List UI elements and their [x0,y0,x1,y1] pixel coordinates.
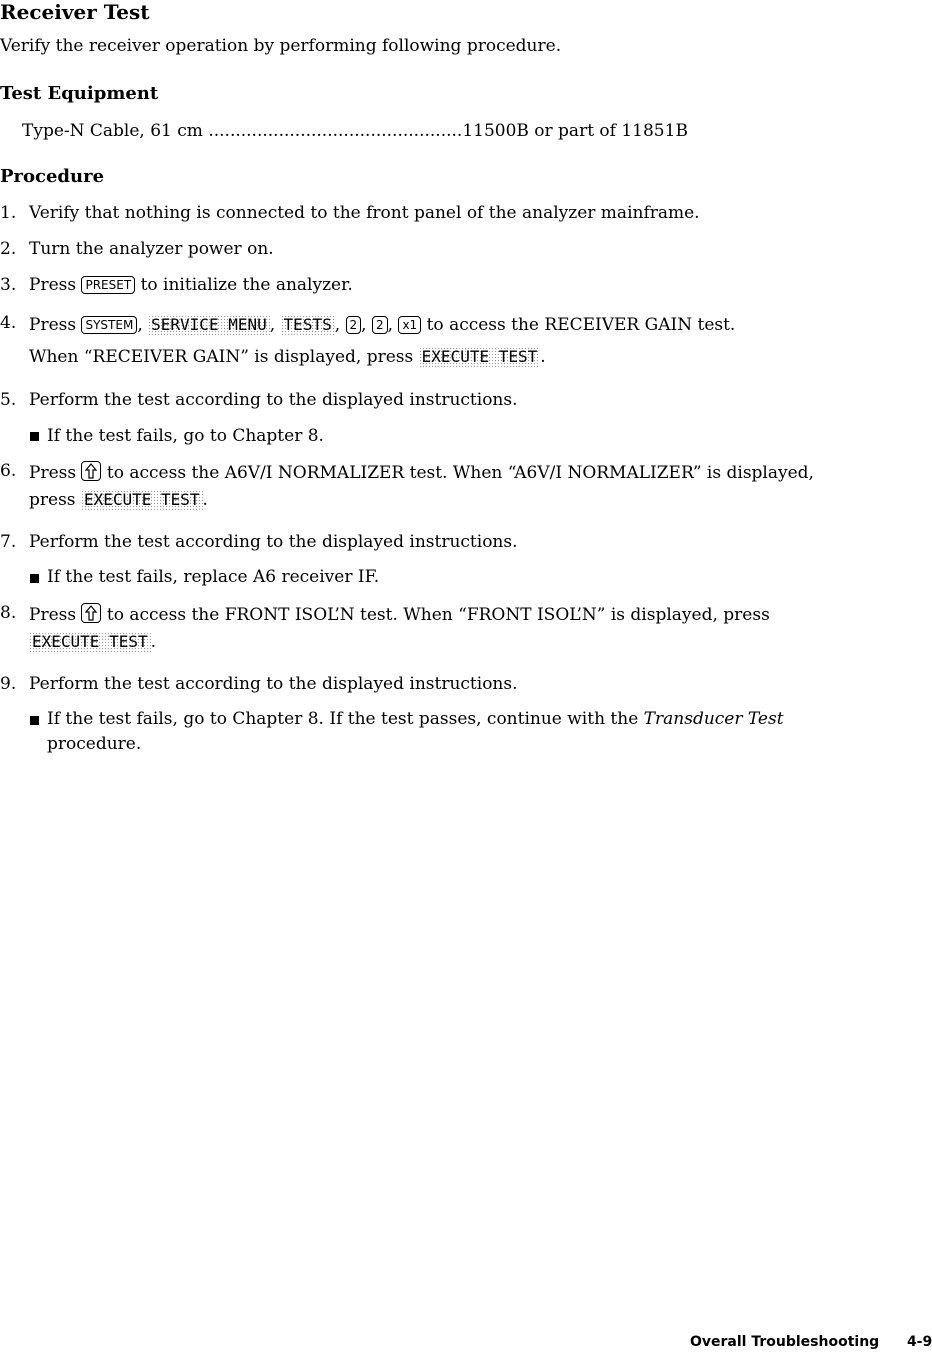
comma: , [137,315,143,335]
step-number: 2. [0,239,17,259]
footer-section: Overall Troubleshooting [690,1334,880,1350]
page-footer [690,1334,932,1350]
bullet-text: procedure. [47,734,142,754]
step-number: 9. [0,674,17,694]
bullet-square-icon [30,574,39,583]
comma: , [387,315,394,335]
step-text: to access the A6V/I NORMALIZER test. When “A6V/I NORMALIZER” is displayed, [106,463,814,483]
page-number: 4-9 [906,1334,932,1350]
step-text: Perform the test according to the displayed instructions. [29,390,518,410]
bullet-text: If the test fails, go to Chapter 8. If the test passes, continue with the [47,709,639,729]
comma: , [361,315,367,335]
step-number: 5. [0,390,17,410]
step-number: 4. [0,313,17,333]
up-arrow-key-icon [81,603,101,623]
period: . [150,632,156,652]
procedure-heading: Procedure [0,166,105,187]
leader-dots: ............................................... [208,121,463,141]
step-number: 3. [0,275,17,295]
step-text: to access the FRONT ISOL’N test. When “FRONT ISOL’N” is displayed, press [106,605,770,625]
press-word: Press [29,605,77,625]
step-number: 7. [0,532,17,552]
equipment-row [22,121,688,141]
comma: , [269,315,276,335]
tests-softkey: TESTS [281,315,335,335]
preset-key: PRESET [81,276,135,294]
bullet-text: If the test fails, replace A6 receiver IF. [47,567,380,587]
press-word: Press [29,315,77,335]
press-word: Press [29,463,77,483]
step-text: Perform the test according to the displayed instructions. [29,532,518,552]
step-number: 8. [0,603,17,623]
step-number: 6. [0,461,17,481]
step-6-line-2 [29,490,208,510]
digit-2-key: 2 [346,316,362,334]
step-8-line-2 [29,632,156,652]
execute-test-softkey: EXECUTE TEST [29,632,151,652]
x1-key: x1 [398,316,421,334]
step-4-line [29,315,735,335]
system-key: SYSTEM [81,316,137,334]
digit-2-key: 2 [372,316,388,334]
step-text: Perform the test according to the displayed instructions. [29,674,518,694]
step-text: to initialize the analyzer. [140,275,353,295]
intro-text: Verify the receiver operation by performing following procedure. [0,36,562,56]
up-arrow-key-icon [81,461,101,481]
service-menu-softkey: SERVICE MENU [148,315,270,335]
page-title: Receiver Test [0,0,150,24]
step-4-line-2 [29,347,546,367]
step-text: to access the RECEIVER GAIN test. [426,315,736,335]
bullet-text: If the test fails, go to Chapter 8. [47,426,324,446]
bullet-text-line [47,709,784,729]
period: . [540,347,546,367]
bullet-square-icon [30,716,39,725]
bullet-square-icon [30,432,39,441]
equipment-item: Type-N Cable, 61 cm [22,121,203,141]
step-text: When “RECEIVER GAIN” is displayed, press [29,347,414,367]
step-3-line [29,275,353,295]
period: . [202,490,208,510]
press-word: Press [29,275,77,295]
step-text: Verify that nothing is connected to the front panel of the analyzer mainframe. [29,203,700,223]
step-number: 1. [0,203,17,223]
execute-test-softkey: EXECUTE TEST [419,347,541,367]
transducer-test-ref: Transducer Test [643,709,784,729]
execute-test-softkey: EXECUTE TEST [81,490,203,510]
press-word: press [29,490,76,510]
comma: , [334,315,341,335]
step-8-line [29,603,770,625]
test-equipment-heading: Test Equipment [0,83,159,104]
step-text: Turn the analyzer power on. [29,239,274,259]
equipment-part: 11500B or part of 11851B [462,121,688,141]
step-6-line [29,461,814,483]
